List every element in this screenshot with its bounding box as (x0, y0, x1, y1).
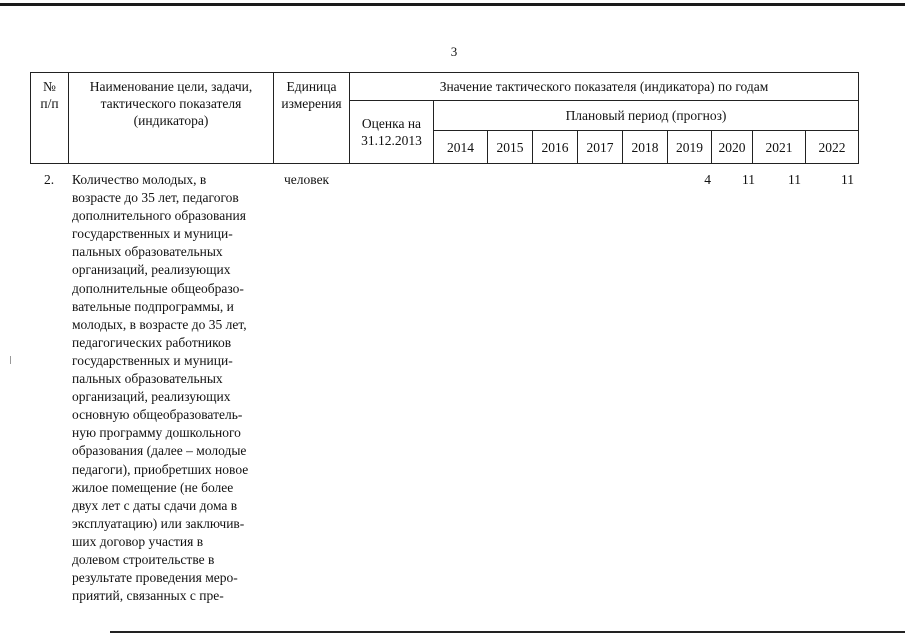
header-estimate: Оценка на 31.12.2013 (350, 101, 434, 164)
header-values-by-year: Значение тактического показателя (индикатора) по годам (350, 73, 859, 101)
header-year: 2018 (623, 131, 668, 164)
header-year: 2021 (753, 131, 806, 164)
header-unit: Единица измерения (274, 73, 350, 164)
header-year: 2016 (533, 131, 578, 164)
header-year: 2017 (578, 131, 623, 164)
row-value-2021: 11 (788, 172, 801, 187)
row-value-2019: 4 (704, 172, 711, 187)
header-year: 2022 (806, 131, 859, 164)
header-planned-period: Плановый период (прогноз) (434, 101, 859, 131)
page-number: 3 (450, 44, 458, 59)
row-value-2020: 11 (742, 172, 755, 187)
top-border-line (0, 3, 905, 6)
row-unit: человек (284, 172, 330, 187)
indicator-table-header (30, 72, 859, 164)
header-name: Наименование цели, задачи, тактического показателя (индикатора) (69, 73, 274, 164)
header-number: № п/п (31, 73, 69, 164)
margin-mark (10, 356, 11, 364)
header-year: 2020 (712, 131, 753, 164)
row-value-2022: 11 (841, 172, 854, 187)
header-year: 2019 (668, 131, 712, 164)
header-year: 2015 (488, 131, 533, 164)
bottom-border-line (110, 631, 905, 633)
header-year: 2014 (434, 131, 488, 164)
row-number: 2. (44, 172, 55, 187)
row-indicator-name: Количество молодых, в возрасте до 35 лет, педагогов дополнительного образования государственных и муници- пальных образовательных организаций, реализующих дополнительные общеобразо- вательные подпрограммы, и молодых, в возрасте до 35 лет, педагогических работников государственных и муници- пальных образовательных организаций, реализующих основную общеобразователь- ную программу дошкольного образования (далее – молодые педагоги), приобретших новое жилое помещение (не более двух лет с даты сдачи дома в эксплуатацию) или заключив- ших договор участия в долевом строительстве в результате проведения меро- приятий, связанных с пре- (72, 172, 249, 604)
